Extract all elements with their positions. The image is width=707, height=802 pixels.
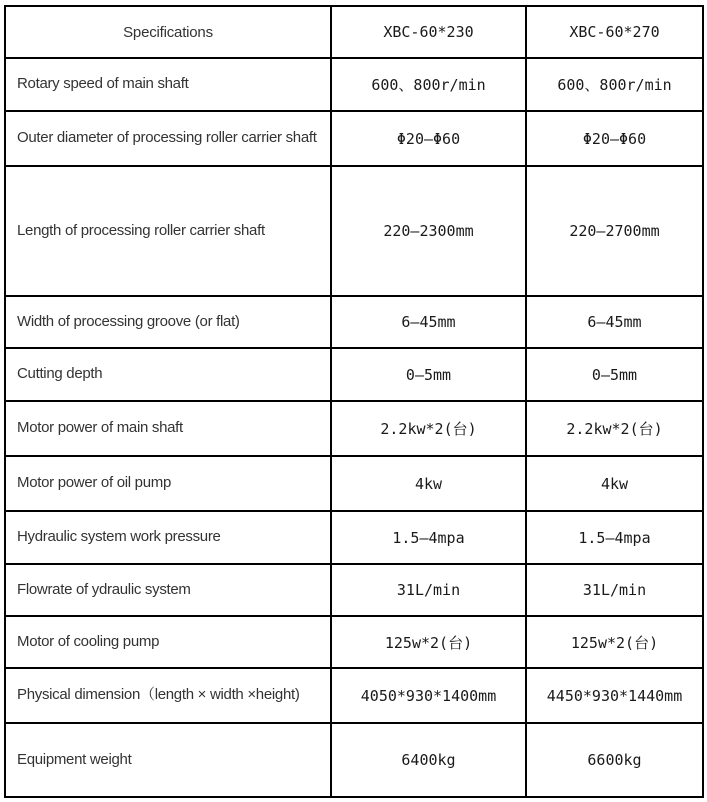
spec-value-xbc-60-230: 2.2kw*2(台) (331, 401, 526, 456)
column-header-model-xbc-60-230: XBC-60*230 (331, 6, 526, 58)
spec-value-xbc-60-230: 125w*2(台) (331, 616, 526, 668)
spec-label: Physical dimension（length × width ×height) (5, 668, 331, 723)
table-row (5, 296, 703, 348)
table-row (5, 401, 703, 456)
spec-label: Length of processing roller carrier shaft (5, 166, 331, 296)
page (0, 5, 707, 802)
spec-label: Hydraulic system work pressure (5, 511, 331, 564)
spec-value-xbc-60-270: 31L/min (526, 564, 703, 616)
spec-label: Rotary speed of main shaft (5, 58, 331, 111)
spec-label: Cutting depth (5, 348, 331, 401)
spec-value-xbc-60-270: 4450*930*1440mm (526, 668, 703, 723)
column-header-specifications: Specifications (5, 6, 331, 58)
spec-value-xbc-60-230: 6—45mm (331, 296, 526, 348)
spec-label: Motor power of oil pump (5, 456, 331, 511)
spec-value-xbc-60-230: 220—2300mm (331, 166, 526, 296)
table-row (5, 456, 703, 511)
spec-value-xbc-60-270: 4kw (526, 456, 703, 511)
spec-label: Flowrate of ydraulic system (5, 564, 331, 616)
spec-label: Equipment weight (5, 723, 331, 797)
table-row (5, 723, 703, 797)
column-header-model-xbc-60-270: XBC-60*270 (526, 6, 703, 58)
header-row (5, 6, 703, 58)
spec-value-xbc-60-270: 0—5mm (526, 348, 703, 401)
spec-value-xbc-60-270: 600、800r/min (526, 58, 703, 111)
spec-value-xbc-60-270: 2.2kw*2(台) (526, 401, 703, 456)
table-row (5, 58, 703, 111)
table-row (5, 668, 703, 723)
spec-value-xbc-60-270: Φ20—Φ60 (526, 111, 703, 166)
spec-value-xbc-60-270: 6—45mm (526, 296, 703, 348)
spec-label: Width of processing groove (or flat) (5, 296, 331, 348)
spec-value-xbc-60-230: 4050*930*1400mm (331, 668, 526, 723)
spec-value-xbc-60-230: Φ20—Φ60 (331, 111, 526, 166)
table-row (5, 564, 703, 616)
spec-label: Motor of cooling pump (5, 616, 331, 668)
spec-value-xbc-60-230: 6400kg (331, 723, 526, 797)
spec-label: Outer diameter of processing roller carrier shaft (5, 111, 331, 166)
spec-value-xbc-60-230: 1.5—4mpa (331, 511, 526, 564)
spec-value-xbc-60-230: 31L/min (331, 564, 526, 616)
spec-value-xbc-60-270: 220—2700mm (526, 166, 703, 296)
spec-label: Motor power of main shaft (5, 401, 331, 456)
spec-value-xbc-60-270: 6600kg (526, 723, 703, 797)
spec-value-xbc-60-270: 125w*2(台) (526, 616, 703, 668)
table-body (5, 58, 703, 797)
spec-value-xbc-60-230: 0—5mm (331, 348, 526, 401)
table-row (5, 111, 703, 166)
specifications-table (4, 5, 704, 798)
table-row (5, 616, 703, 668)
table-row (5, 166, 703, 296)
spec-value-xbc-60-270: 1.5—4mpa (526, 511, 703, 564)
spec-value-xbc-60-230: 600、800r/min (331, 58, 526, 111)
table-row (5, 348, 703, 401)
spec-value-xbc-60-230: 4kw (331, 456, 526, 511)
table-row (5, 511, 703, 564)
